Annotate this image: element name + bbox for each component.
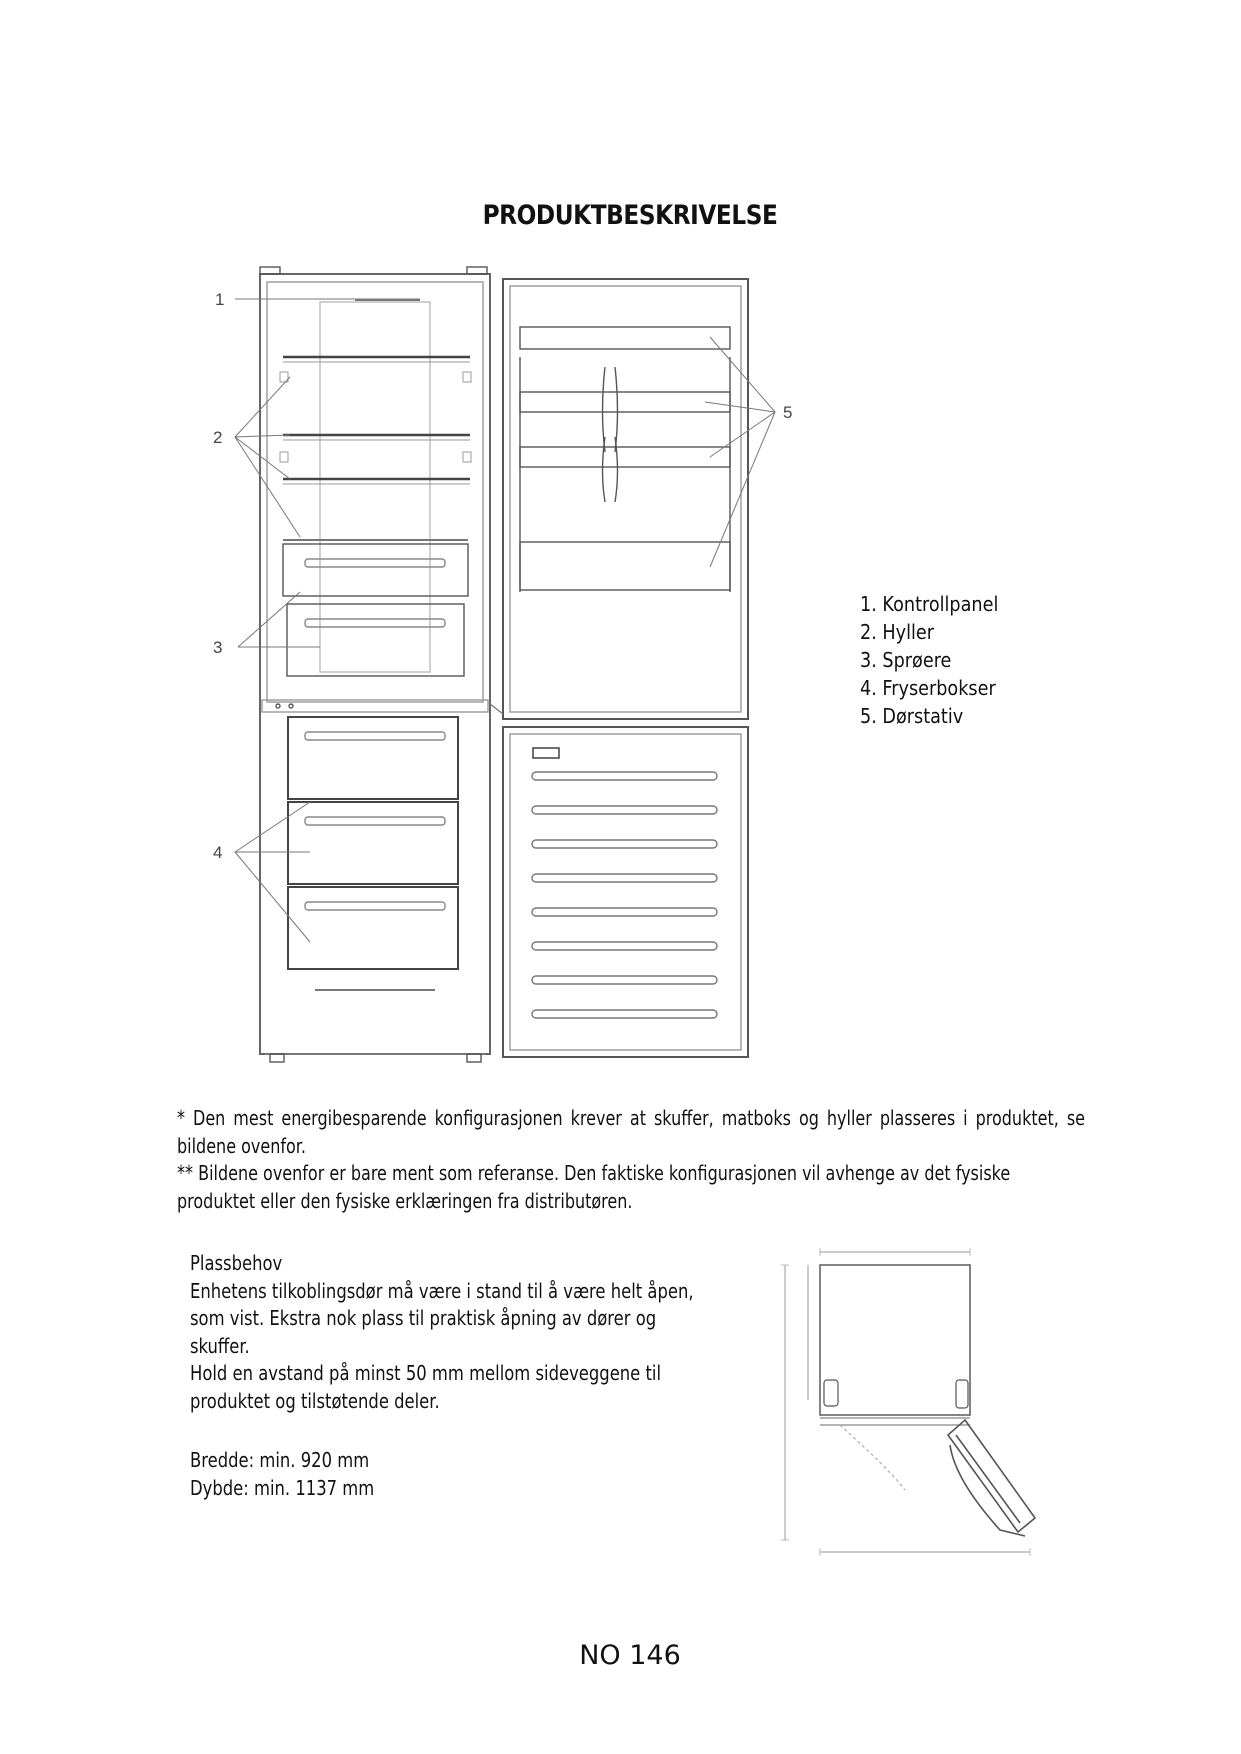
note-2: ** Bildene ovenfor er bare ment som referanse. Den faktiske konfigurasjonen vil avhenge av det fysiske produktet eller den fysiske erklæringen fra distributøren. bbox=[177, 1161, 1011, 1213]
shelves bbox=[283, 357, 470, 479]
legend-item: 3. Sprøere bbox=[860, 648, 952, 672]
space-heading: Plassbehov bbox=[190, 1251, 283, 1275]
callout-5: 5 bbox=[783, 403, 793, 422]
freezer-door-ridges bbox=[532, 772, 717, 1018]
parts-legend bbox=[860, 590, 998, 730]
callout-4: 4 bbox=[213, 843, 223, 862]
notes bbox=[177, 1105, 1085, 1215]
fridge-diagram bbox=[205, 262, 825, 1072]
clearance-drawing bbox=[780, 1240, 1060, 1570]
fridge-door bbox=[503, 279, 748, 719]
space-line-2: Hold en avstand på minst 50 mm mellom sideveggene til produktet og tilstøtende deler. bbox=[190, 1361, 662, 1413]
depth-requirement: Dybde: min. 1137 mm bbox=[190, 1475, 375, 1500]
fridge-cabinet bbox=[260, 274, 490, 1054]
space-requirements bbox=[190, 1250, 718, 1502]
legend-item: 5. Dørstativ bbox=[860, 704, 964, 728]
leader-lines bbox=[235, 299, 775, 942]
callout-2: 2 bbox=[213, 428, 223, 447]
crisper-drawers bbox=[283, 540, 468, 676]
page-title: PRODUKTBESKRIVELSE bbox=[482, 200, 778, 231]
open-door bbox=[948, 1420, 1035, 1536]
door-racks bbox=[520, 327, 730, 592]
legend-item: 1. Kontrollpanel bbox=[860, 592, 999, 616]
page-number: NO 146 bbox=[579, 1640, 681, 1671]
width-requirement: Bredde: min. 920 mm bbox=[190, 1448, 370, 1472]
space-line-1: Enhetens tilkoblingsdør må være i stand til å være helt åpen, som vist. Ekstra nok plass til praktisk åpning av dører og skuffer. bbox=[190, 1278, 694, 1358]
callout-1: 1 bbox=[215, 290, 225, 309]
note-1: * Den mest energibesparende konfigurasjonen krever at skuffer, matboks og hyller plasseres i produktet, se bildene ovenfor. bbox=[177, 1106, 1085, 1158]
appliance-outline bbox=[820, 1265, 970, 1415]
freezer-drawers bbox=[288, 717, 458, 990]
legend-item: 2. Hyller bbox=[860, 620, 935, 644]
callout-3: 3 bbox=[213, 638, 223, 657]
legend-item: 4. Fryserbokser bbox=[860, 676, 996, 700]
